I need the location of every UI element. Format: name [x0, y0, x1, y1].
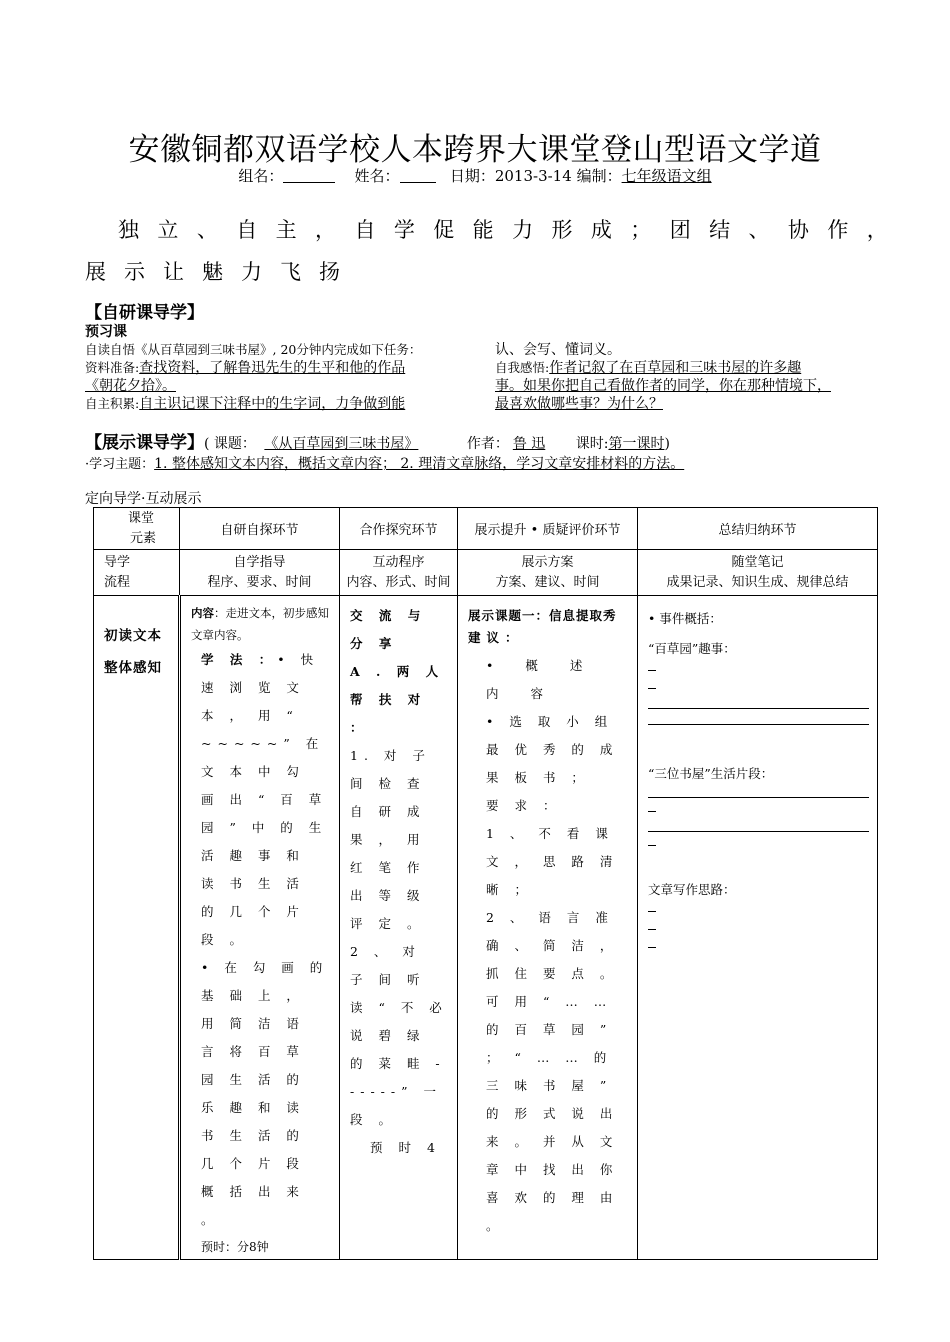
- corner-bottom: [94, 550, 180, 596]
- event-summary-label: • 事件概括：: [648, 611, 722, 626]
- motto-char: 成: [590, 218, 612, 242]
- reading-text: 《从百草园到三味书屋》, 20分钟内完成如下任务：: [135, 342, 422, 357]
- material-label: 资料准备:: [85, 360, 140, 375]
- name-field[interactable]: [400, 168, 436, 183]
- lesson-prefix: ( 课题：: [204, 436, 256, 452]
- group-label: 组名：: [238, 167, 284, 185]
- motto-char: ，: [315, 218, 337, 242]
- garden-label: “百草园”趣事：: [648, 641, 736, 656]
- insight-text: 作者记叙了在百草园和三味书屋的许多趣: [549, 360, 802, 376]
- motto-line-1: [118, 214, 888, 244]
- guide-table: [93, 507, 878, 1260]
- corner-bottom-1: 导学: [104, 554, 131, 570]
- requirement-label: 要 求 ：: [486, 798, 562, 813]
- material-text-2: 《朝花夕拾》。: [85, 378, 176, 394]
- share-heading: 交 流 与 分 享: [350, 608, 427, 651]
- motto-char: 、: [748, 218, 770, 242]
- display-heading-line: [85, 428, 670, 453]
- subheader-title: 展示方案: [521, 554, 574, 570]
- period-label: 课时:: [575, 436, 609, 452]
- pair-item-1: 1. 对 子 间 检 查 自 研 成 果 ， 用 红 笔 作 出 等 级 评 定 。: [350, 748, 431, 931]
- motto-char: ，: [866, 218, 888, 242]
- pair-heading: A . 两 人 帮 扶 对 ：: [350, 664, 445, 735]
- date-label: 日期：: [449, 167, 495, 185]
- advice-point-1: • 概 述 内 容: [486, 658, 597, 701]
- content-block: [191, 602, 331, 646]
- motto-char: ；: [630, 218, 652, 242]
- col-display: [458, 596, 638, 1260]
- right-line-1: 认、会写、懂词义。: [495, 342, 621, 358]
- row-label-1: 初读文本: [104, 628, 162, 644]
- material-line-2: [85, 377, 176, 395]
- meta-line: [0, 165, 950, 186]
- period-close: ): [664, 436, 670, 452]
- motto-char: 促: [433, 218, 455, 242]
- motto-char: 、: [196, 218, 218, 242]
- motto-char: 自: [354, 218, 376, 242]
- motto-char: 作: [827, 218, 849, 242]
- accum-line: [85, 395, 405, 413]
- guide-label: 定向导学·互动展示: [85, 491, 202, 507]
- subheader-row: [94, 550, 878, 596]
- study-notes[interactable]: [648, 783, 869, 851]
- period-value: 第一课时: [608, 436, 665, 452]
- content-text: ：走进文本，初步感知文章内容。: [191, 606, 329, 642]
- name-label: 姓名：: [354, 167, 400, 185]
- writing-notes[interactable]: [648, 899, 869, 953]
- subheader-title: 随堂笔记: [731, 554, 784, 570]
- insight-line-3: [495, 395, 663, 413]
- self-study-heading: 【自研课导学】: [85, 303, 204, 323]
- motto-char: 学: [393, 218, 415, 242]
- editor-value: 七年级语文组: [621, 167, 712, 185]
- content-row: [94, 596, 878, 1260]
- col-self-study: [180, 596, 340, 1260]
- date-value: 2013-3-14: [494, 167, 572, 185]
- subheader-desc: 成果记录、知识生成、规律总结: [666, 574, 849, 590]
- topic-line: [85, 453, 684, 473]
- motto-char: 结: [709, 218, 731, 242]
- insight-line: [495, 359, 801, 377]
- reading-line: [85, 341, 421, 359]
- method-text: • 快 速 浏 览 文 本 ， 用 “ ~~~~~” 在 文 本 中 勾 画 出 “ 百 草 园 ” 中 的 生 活 趣 事 和 读 书 生 活 的 几 个 片 段 。: [201, 652, 328, 947]
- step2-block: • 在 勾 画 的 基 础 上 ， 用 简 洁 语 言 将 百 草 园 生 活 的 乐 趣 和 读 书 生 活 的 几 个 片 段 概 括 出 来 。: [201, 960, 329, 1227]
- header-cooperate: 合作探究环节: [340, 508, 458, 550]
- editor-label: 编制：: [576, 167, 622, 185]
- preview-subheading: 预习课: [85, 324, 127, 340]
- display-topic-heading: 展示课题一：信息提取秀: [468, 608, 617, 623]
- study-label: “三位书屋”生活片段：: [648, 766, 774, 781]
- header-summary: 总结归纳环节: [638, 508, 878, 550]
- motto-char: 形: [551, 218, 573, 242]
- author-label: 作者：: [466, 436, 509, 452]
- topic-text: 1. 整体感知文本内容，概括文章内容； 2. 理清文章脉络，学习文章安排材料的方法。: [154, 456, 685, 472]
- subheader-title: 自学指导: [233, 554, 286, 570]
- subheader-desc: 方案、建议、时间: [495, 574, 600, 590]
- method-label: 学 法 ：: [201, 652, 278, 667]
- header-row: [94, 508, 878, 550]
- motto-char: 协: [787, 218, 809, 242]
- material-line: [85, 359, 405, 377]
- display-heading: 【展示课导学】: [85, 433, 204, 453]
- writing-label: 文章写作思路：: [648, 882, 736, 897]
- time-estimate: 预时：分8钟: [201, 1240, 269, 1254]
- motto-char: 立: [157, 218, 179, 242]
- subheader-3: [458, 550, 638, 596]
- motto-char: 能: [472, 218, 494, 242]
- group-field[interactable]: [283, 168, 335, 183]
- content-label: 内容: [191, 606, 214, 620]
- author-value: 鲁 迅: [512, 436, 546, 452]
- insight-line-2: [495, 377, 831, 395]
- subheader-desc: 程序、要求、时间: [207, 574, 312, 590]
- motto-char: 独: [118, 218, 139, 242]
- col-cooperate: [340, 596, 458, 1260]
- page-title: 安徽铜都双语学校人本跨界大课堂登山型语文学道: [128, 132, 822, 168]
- subheader-4: [638, 550, 878, 596]
- header-self-study: 自研自探环节: [180, 508, 340, 550]
- insight-label: 自我感悟:: [495, 360, 550, 375]
- garden-notes[interactable]: [648, 658, 869, 725]
- subheader-1: [180, 550, 340, 596]
- method-block: [191, 646, 331, 954]
- subheader-2: [340, 550, 458, 596]
- motto-char: 主: [275, 218, 297, 242]
- advice-label: 建议：: [468, 630, 524, 645]
- header-display: 展示提升 • 质疑评价环节: [458, 508, 638, 550]
- material-text: 查找资料，了解鲁迅先生的生平和他的作品: [139, 360, 406, 376]
- motto-char: 力: [512, 218, 534, 242]
- coop-time: 预 时 4: [370, 1140, 441, 1155]
- corner-bottom-2: 流程: [104, 574, 131, 590]
- insight-text-3: 最喜欢做哪些事？为什么？: [495, 396, 663, 412]
- insight-text-2: 事。如果你把自己看做作者的同学，你在那种情境下，: [495, 378, 831, 394]
- accum-text: 自主识记课下注释中的生字词，力争做到能: [139, 396, 406, 412]
- topic-label: ·学习主题：: [85, 457, 155, 472]
- motto-line-2: 展示让魅力飞扬: [85, 260, 358, 284]
- pair-item-2: 2 、 对 子 间 听 读 “ 不 必 说 碧 绿 的 菜 畦 ------” 一 段 。: [350, 944, 448, 1127]
- corner-top-2: 元素: [130, 530, 157, 546]
- motto-char: 自: [236, 218, 258, 242]
- col-summary: [638, 596, 878, 1260]
- corner-top: [94, 508, 180, 550]
- lesson-value: 《从百草园到三味书屋》: [264, 436, 419, 452]
- reading-label: 自读自悟: [85, 342, 136, 357]
- row-label: [94, 596, 180, 1260]
- row-label-2: 整体感知: [104, 660, 162, 676]
- subheader-desc: 内容、形式、时间: [346, 574, 451, 590]
- requirement-2: 2 、 语 言 准 确 、 简 洁 ， 抓 住 要 点 。 可 用 “ … … 的 百 草 园 ” ； “ … … 的 三 味 书 屋 ” 的 形 式 说 出 来 。 并 从 文 章 中 找 出 你 喜 欢 的 理 由 。: [486, 910, 619, 1233]
- corner-top-1: 课堂: [128, 510, 155, 526]
- accum-label: 自主积累:: [85, 396, 140, 411]
- subheader-title: 互动程序: [372, 554, 425, 570]
- advice-point-2: • 选 取 小 组 最 优 秀 的 成 果 板 书 ；: [486, 714, 619, 785]
- requirement-1: 1 、 不 看 课 文 ， 思 路 清 晰 ；: [486, 826, 619, 897]
- motto-char: 团: [669, 218, 691, 242]
